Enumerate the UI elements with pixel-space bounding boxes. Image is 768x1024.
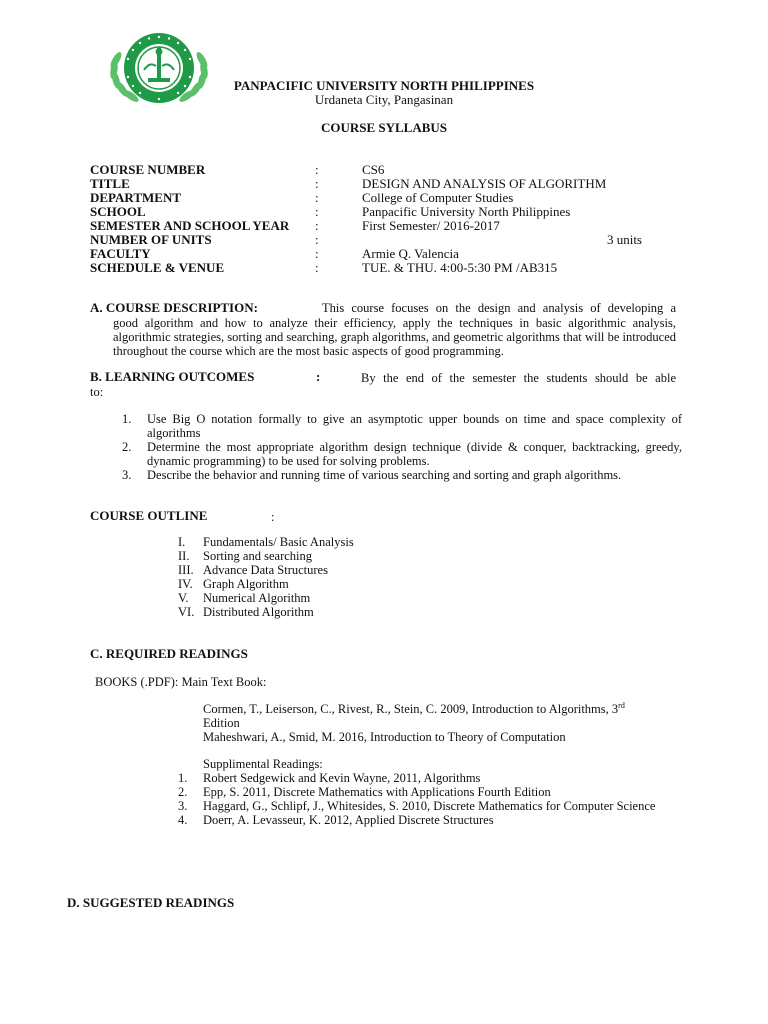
item-text: Fundamentals/ Basic Analysis <box>203 535 354 549</box>
info-row-course-number <box>90 163 650 177</box>
info-row-semester <box>90 219 650 233</box>
item-text: Robert Sedgewick and Kevin Wayne, 2011, Algorithms <box>203 771 481 785</box>
info-label: TITLE <box>90 176 130 191</box>
section-c-heading: C. REQUIRED READINGS <box>90 646 248 661</box>
info-value: TUE. & THU. 4:00-5:30 PM /AB315 <box>362 260 558 275</box>
list-item <box>178 813 668 827</box>
info-value: First Semester/ 2016-2017 <box>362 218 500 233</box>
info-label: DEPARTMENT <box>90 190 182 205</box>
section-d-heading: D. SUGGESTED READINGS <box>67 895 235 910</box>
info-colon: : <box>315 162 319 177</box>
section-a-lead: This course focuses on the design and analysis of developing a <box>322 301 676 315</box>
list-item <box>178 799 668 813</box>
item-number: 3. <box>178 799 188 813</box>
list-item <box>178 605 478 619</box>
info-value: DESIGN AND ANALYSIS OF ALGORITHM <box>362 176 607 191</box>
section-b-lead-cont: to: <box>90 385 104 399</box>
item-text: Determine the most appropriate algorithm design technique (divide & conquer, backtracking, greedy, dynamic programming) to be used for solving problems. <box>147 440 682 468</box>
item-text: Sorting and searching <box>203 549 313 563</box>
info-row-faculty <box>90 247 650 261</box>
superscript: rd <box>618 700 625 710</box>
supplemental-list <box>178 771 668 827</box>
info-row-schedule <box>90 261 650 275</box>
item-text: Haggard, G., Schlipf, J., Whitesides, S. 2010, Discrete Mathematics for Computer Science <box>203 799 656 813</box>
item-text: Use Big O notation formally to give an asymptotic upper bounds on time and space complexity of algorithms <box>147 412 682 440</box>
item-number: I. <box>178 535 186 549</box>
list-item <box>178 563 478 577</box>
info-colon: : <box>315 232 319 247</box>
item-text: Doerr, A. Levasseur, K. 2012, Applied Discrete Structures <box>203 813 494 827</box>
item-number: 3. <box>122 468 132 482</box>
item-number: V. <box>178 591 189 605</box>
list-item <box>122 440 682 468</box>
item-text: Epp, S. 2011, Discrete Mathematics with Applications Fourth Edition <box>203 785 551 799</box>
info-label: NUMBER OF UNITS <box>90 232 212 247</box>
section-b-lead: By the end of the semester the students should be able <box>361 371 676 385</box>
course-outline-colon: : <box>271 510 275 524</box>
list-item <box>178 535 478 549</box>
list-item <box>178 549 478 563</box>
item-text: Graph Algorithm <box>203 577 289 591</box>
learning-outcomes-list <box>122 412 682 482</box>
item-number: 2. <box>178 785 188 799</box>
item-text: Distributed Algorithm <box>203 605 314 619</box>
section-b-heading: B. LEARNING OUTCOMES <box>90 369 255 384</box>
list-item <box>122 412 682 440</box>
info-colon: : <box>315 204 319 219</box>
info-label: FACULTY <box>90 246 151 261</box>
item-text: Advance Data Structures <box>203 563 328 577</box>
item-number: 2. <box>122 440 132 454</box>
item-number: 1. <box>178 771 188 785</box>
info-label: SEMESTER AND SCHOOL YEAR <box>90 218 290 233</box>
info-label: SCHOOL <box>90 204 146 219</box>
info-colon: : <box>315 246 319 261</box>
main-text-book-1 <box>203 702 683 730</box>
book-citation: Cormen, T., Leiserson, C., Rivest, R., Stein, C. 2009, Introduction to Algorithms, 3 <box>203 702 619 716</box>
course-outline-heading: COURSE OUTLINE <box>90 508 208 523</box>
section-b-colon: : <box>316 369 321 384</box>
info-row-title <box>90 177 650 191</box>
course-outline-list <box>178 535 478 619</box>
item-number: IV. <box>178 577 193 591</box>
item-text: Describe the behavior and running time of various searching and sorting and graph algorithms. <box>147 468 622 482</box>
list-item <box>178 785 668 799</box>
info-label: SCHEDULE & VENUE <box>90 260 225 275</box>
info-value: College of Computer Studies <box>362 190 514 205</box>
info-colon: : <box>315 190 319 205</box>
section-a-body: good algorithm and how to analyze their efficiency, apply the techniques in basic algorithmic analysis, algorithmic strategies, sorting and searching, graph algorithms, and geometric algorithms that will be introduced throughout the course which are the most basic aspects of good programming. <box>113 316 676 358</box>
info-value: Armie Q. Valencia <box>362 246 459 261</box>
document-title: COURSE SYLLABUS <box>320 120 448 135</box>
list-item <box>122 468 682 482</box>
info-value: CS6 <box>362 162 385 177</box>
item-text: Numerical Algorithm <box>203 591 311 605</box>
book-citation-cont: Edition <box>203 716 240 730</box>
item-number: III. <box>178 563 194 577</box>
item-number: 1. <box>122 412 132 426</box>
info-value: 3 units <box>606 232 642 247</box>
info-colon: : <box>315 176 319 191</box>
books-label: BOOKS (.PDF): Main Text Book: <box>95 675 267 689</box>
university-location: Urdaneta City, Pangasinan <box>314 92 454 107</box>
list-item <box>178 577 478 591</box>
university-name: PANPACIFIC UNIVERSITY NORTH PHILIPPINES <box>233 78 535 93</box>
list-item <box>178 771 668 785</box>
info-label: COURSE NUMBER <box>90 162 206 177</box>
info-row-units <box>90 233 650 247</box>
list-item <box>178 591 478 605</box>
section-a-heading: A. COURSE DESCRIPTION: <box>90 300 258 315</box>
info-colon: : <box>315 218 319 233</box>
main-text-book-2: Maheshwari, A., Smid, M. 2016, Introduction to Theory of Computation <box>203 730 566 744</box>
item-number: VI. <box>178 605 195 619</box>
item-number: II. <box>178 549 190 563</box>
info-value: Panpacific University North Philippines <box>362 204 571 219</box>
item-number: 4. <box>178 813 188 827</box>
info-row-department <box>90 191 650 205</box>
supplemental-label: Supplimental Readings: <box>203 757 323 771</box>
info-row-school <box>90 205 650 219</box>
info-colon: : <box>315 260 319 275</box>
